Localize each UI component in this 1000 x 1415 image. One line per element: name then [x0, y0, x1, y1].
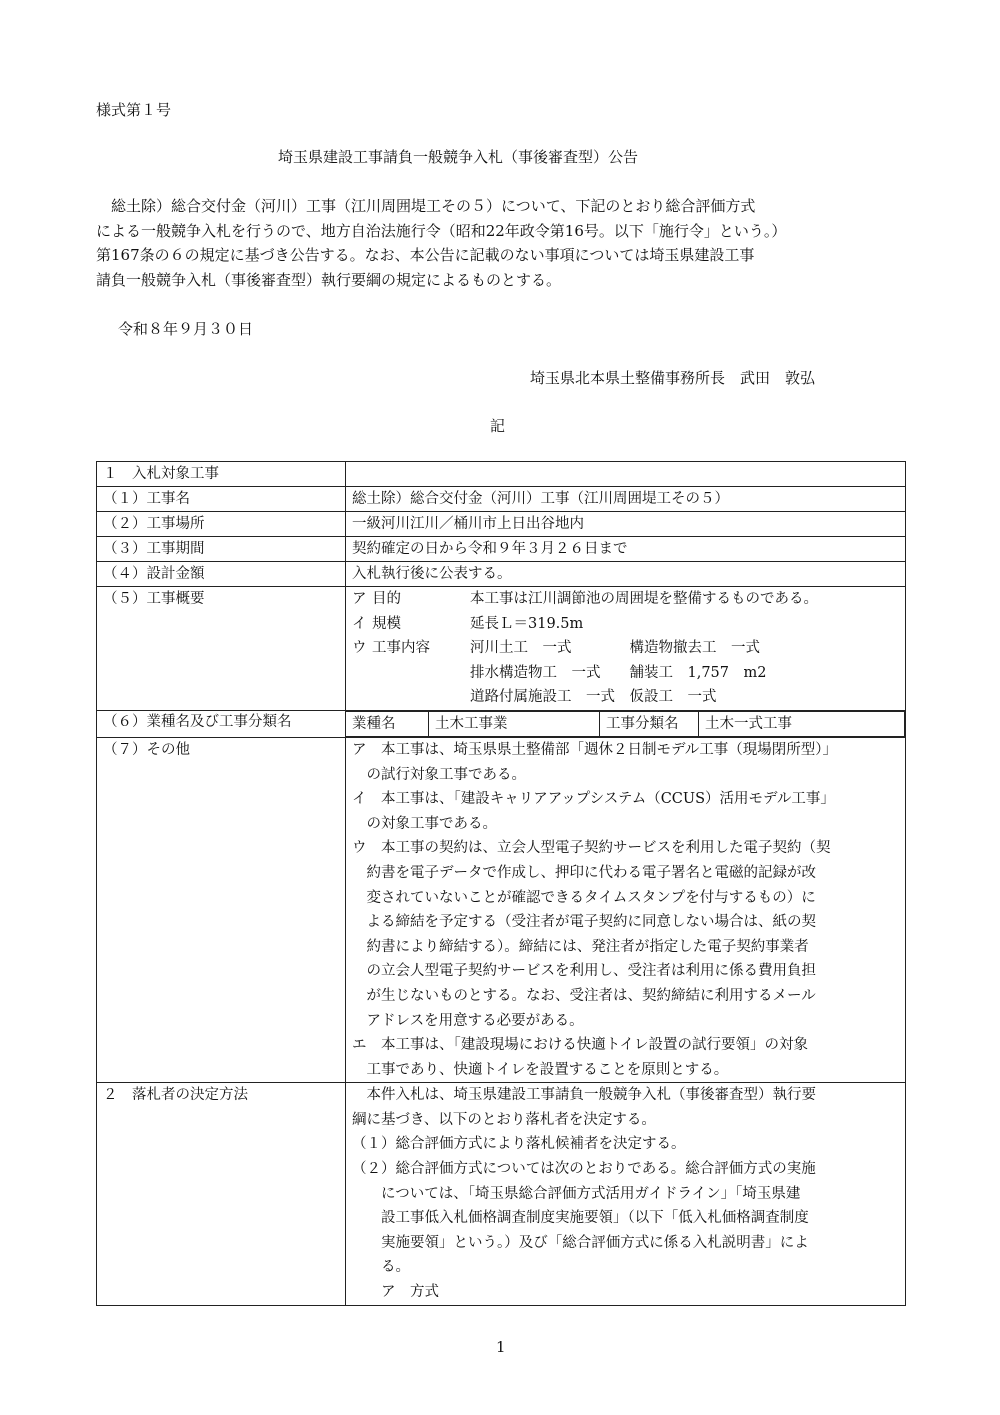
table-row — [97, 487, 906, 512]
text-line: が生じないものとする。なお、受注者は、契約締結に利用するメール — [352, 987, 816, 1004]
row-label: （１）工事名 — [97, 487, 346, 512]
row-value: 入札執行後に公表する。 — [346, 562, 906, 587]
text-line: 本件入札は、埼玉県建設工事請負一般競争入札（事後審査型）執行要 — [352, 1087, 816, 1104]
text-line: （１）総合評価方式により落札候補者を決定する。 — [352, 1136, 686, 1153]
table-row — [97, 587, 906, 711]
intro-line: 請負一般競争入札（事後審査型）執行要綱の規定によるものとする。 — [96, 270, 562, 289]
row-value: 総土除）総合交付金（河川）工事（江川周囲堤工その５） — [346, 487, 906, 512]
outline-mark: ウ — [352, 640, 367, 657]
text-line: 設工事低入札価格調査制度実施要領」（以下「低入札価格調査制度 — [352, 1210, 809, 1227]
text-line: ウ 本工事の契約は、立会人型電子契約サービスを利用した電子契約（契 — [352, 840, 831, 857]
text-line: エ 本工事は、「建設現場における快適トイレ設置の試行要領」の対象 — [352, 1037, 809, 1054]
outline-value: 道路付属施設工 一式 仮設工 一式 — [470, 689, 717, 706]
text-line: ア 方式 — [352, 1284, 439, 1301]
table-row — [97, 710, 906, 737]
award-method — [346, 1083, 906, 1305]
outline-key: 工事内容 — [372, 640, 430, 657]
other-notes — [346, 737, 906, 1082]
outline-value: 延長Ｌ＝319.5m — [470, 615, 584, 632]
industry-value: 土木工事業 — [429, 711, 600, 736]
text-line: 変されていないことが確認できるタイムスタンプを付与するもの）に — [352, 889, 816, 906]
text-line: 約書により締結する）。締結には、発注者が指定した電子契約事業者 — [352, 938, 809, 955]
row-label: （７）その他 — [97, 737, 346, 1082]
table-row — [97, 562, 906, 587]
text-line: 綱に基づき、以下のとおり落札者を決定する。 — [352, 1111, 656, 1128]
issuer-name: 埼玉県北本県土整備事務所長 武田 敦弘 — [530, 369, 816, 387]
section-2-heading: ２ 落札者の決定方法 — [97, 1083, 346, 1305]
text-line: の試行対象工事である。 — [352, 766, 526, 783]
notice-table — [96, 461, 906, 1306]
row-value: 契約確定の日から令和９年３月２６日まで — [346, 537, 906, 562]
outline-value: 河川土工 一式 構造物撤去工 一式 — [470, 640, 760, 657]
text-line: 約書を電子データで作成し、押印に代わる電子署名と電磁的記録が改 — [352, 864, 816, 881]
text-line: 実施要領」という。）及び「総合評価方式に係る入札説明書」によ — [352, 1234, 809, 1251]
intro-paragraph — [96, 194, 908, 292]
form-number: 様式第１号 — [96, 101, 172, 119]
section-1-heading: １ 入札対象工事 — [97, 462, 346, 487]
text-line: る。 — [352, 1259, 410, 1276]
outline-key: 規模 — [372, 615, 401, 632]
intro-line: 総土除）総合交付金（河川）工事（江川周囲堤工その５）について、下記のとおり総合評価方式 — [96, 197, 756, 215]
text-line: アドレスを用意する必要がある。 — [352, 1012, 584, 1029]
intro-line: 第167条の６の規定に基づき公告する。なお、本公告に記載のない事項については埼玉県建設工事 — [96, 246, 755, 264]
text-line: 工事であり、快適トイレを設置することを原則とする。 — [352, 1061, 729, 1078]
category-cell — [346, 710, 906, 737]
ki-heading: 記 — [490, 417, 506, 435]
row-value: 一級河川江川／桶川市上日出谷地内 — [346, 512, 906, 537]
table-row — [97, 537, 906, 562]
work-outline — [346, 587, 906, 711]
row-label: （２）工事場所 — [97, 512, 346, 537]
outline-mark: イ — [352, 615, 367, 632]
category-table — [346, 711, 905, 737]
text-line: ア 本工事は、埼玉県県土整備部「週休２日制モデル工事（現場閉所型）」 — [352, 741, 838, 758]
text-line: よる締結を予定する（受注者が電子契約に同意しない場合は、紙の契 — [352, 914, 816, 931]
page-number: 1 — [496, 1338, 506, 1356]
industry-key: 業種名 — [346, 711, 429, 736]
row-label: （５）工事概要 — [97, 587, 346, 711]
text-line: （２）総合評価方式については次のとおりである。総合評価方式の実施 — [352, 1161, 816, 1178]
page-title: 埼玉県建設工事請負一般競争入札（事後審査型）公告 — [278, 148, 639, 166]
text-line: の対象工事である。 — [352, 815, 497, 832]
row-label: （４）設計金額 — [97, 562, 346, 587]
text-line: の立会人型電子契約サービスを利用し、受注者は利用に係る費用負担 — [352, 963, 816, 980]
outline-value: 排水構造物工 一式 舗装工 1,757 m2 — [470, 664, 767, 681]
table-row — [97, 1083, 906, 1305]
outline-mark: ア — [352, 591, 367, 607]
empty-cell — [346, 462, 906, 487]
text-line: については、「埼玉県総合評価方式活用ガイドライン」「埼玉県建 — [352, 1185, 801, 1202]
classification-value: 土木一式工事 — [699, 711, 905, 736]
notice-date: 令和８年９月３０日 — [118, 320, 254, 338]
outline-key: 目的 — [372, 591, 401, 607]
row-label: （３）工事期間 — [97, 537, 346, 562]
table-row — [97, 462, 906, 487]
outline-value: 本工事は江川調節池の周囲堤を整備するものである。 — [470, 591, 818, 607]
text-line: イ 本工事は、「建設キャリアアップシステム（CCUS）活用モデル工事」 — [352, 791, 835, 808]
classification-key: 工事分類名 — [600, 711, 699, 736]
table-row — [97, 512, 906, 537]
row-label: （６）業種名及び工事分類名 — [97, 710, 346, 737]
table-row — [97, 737, 906, 1082]
intro-line: による一般競争入札を行うので、地方自治法施行令（昭和22年政令第16号。以下「施行令」という。） — [96, 221, 787, 240]
